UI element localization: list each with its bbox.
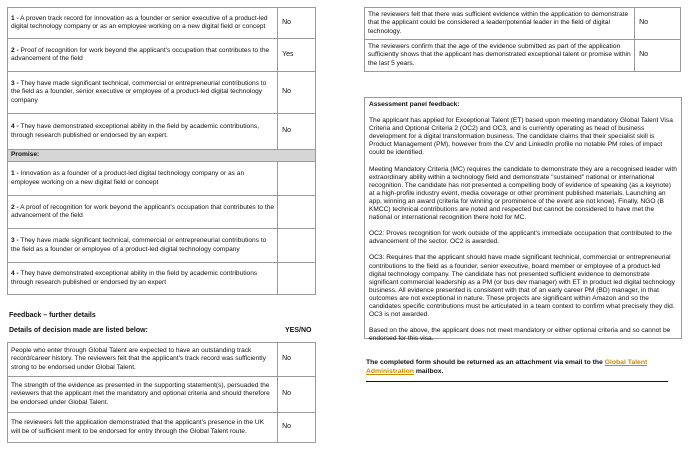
- promise-cell: 4 - They have demonstrated exceptional ability in the field by academic contributions through research published or endorsed by an expert: [8, 263, 278, 295]
- table-row: [8, 39, 316, 72]
- leadership-table: [364, 7, 681, 72]
- promise-cell: 3 - They have made significant technical, commercial or entrepreneurial contributions to the field as a founder or employee of a product-led digital technology company: [8, 229, 278, 263]
- feedback-value: No: [278, 343, 316, 377]
- leadership-value: No: [635, 8, 681, 40]
- footer-note: The completed form should be returned as an attachment via email to the Global Talent Administration mailbox.: [366, 359, 648, 375]
- panel-paragraph: Based on the above, the applicant does not meet mandatory or either optional criteria and so cannot be endorsed for this visa.: [369, 327, 671, 343]
- leadership-cell: The reviewers felt that there was sufficient evidence within the application to demonstrate that the applicant could be considered a leader/potential leader in the field of digital technology.: [365, 8, 635, 40]
- feedback-heading: Feedback – further details: [9, 312, 96, 319]
- panel-paragraph: The applicant has applied for Exceptional Talent (ET) based upon meeting mandatory Global Talent Visa Criteria and Optional Criteria 2 (OC2) and OC3, and is currently operating as head of business development for a digital transformation business. The candidate claims that their specialist skill is Product Management (PM), however from the CV and LinkedIn profile no notable PM roles of impact could be identified.: [369, 117, 673, 157]
- criteria-value: No: [278, 72, 316, 114]
- criteria-cell: 2 - Proof of recognition for work beyond the applicant's occupation that contributes to the advancement of the field: [8, 39, 278, 72]
- feedback-cell: People who enter through Global Talent are expected to have an outstanding track record/career history. The reviewers felt that the applicant's track record was sufficiently strong to be endorsed under Global Talent.: [8, 343, 278, 377]
- promise-header-row: [8, 150, 316, 162]
- assessment-panel: [364, 97, 682, 343]
- table-row: [8, 162, 316, 196]
- feedback-cell: The reviewers felt the application demonstrated that the applicant's presence in the UK will be of sufficient merit to be endorsed for entry through the Global Talent route.: [8, 413, 278, 443]
- table-row: [8, 8, 316, 39]
- criteria-cell: 1 - A proven track record for innovation as a founder or senior executive of a product-led digital technology company or as an employee working on a new digital field or concept: [8, 8, 278, 39]
- feedback-cell: The strength of the evidence as presented in the supporting statement(s), persuaded the reviewers that the applicant met the mandatory and optional criteria and should therefore be endorsed under Global Talent.: [8, 377, 278, 413]
- feedback-value: No: [278, 377, 316, 413]
- criteria-value: No: [278, 114, 316, 150]
- yes-no-column-label: YES/NO: [285, 327, 312, 334]
- feedback-table: [7, 342, 316, 443]
- table-row: [8, 72, 316, 114]
- leadership-value: No: [635, 40, 681, 72]
- table-row: [8, 196, 316, 229]
- table-row: [8, 343, 316, 377]
- panel-paragraph: OC2: Proves recognition for work outside of the applicant's immediate occupation that contributed to the advancement of the sector. OC2 is awarded.: [369, 230, 672, 246]
- leadership-cell: The reviewers confirm that the age of the evidence submitted as part of the application sufficiently shows that the applicant has demonstrated exceptional talent or promise within the last 5 years.: [365, 40, 635, 72]
- panel-paragraph: Meeting Mandatory Criteria (MC) requires the candidate to demonstrate they are a recognised leader with extraordinary ability within a technology field and demonstrate "sustained" national or international recognition. The candidate has not presented a compelling body of evidence of speaking (as a keynote) at a high-profile industry event, media coverage or other prominent published materials. Launching an app, winning an award (criteria for winning or prominence of the event are not know). Finally, NGO (B KMCC) technical contributions are noted and respected but cannot be considered to have met the national or international recognition there hold for MC.: [369, 165, 677, 222]
- table-row: [8, 377, 316, 413]
- promise-cell: 1 - Innovation as a founder of a product-led digital technology company or as an employee working on a new digital field or concept: [8, 162, 278, 196]
- table-row: [8, 413, 316, 443]
- feedback-value: No: [278, 413, 316, 443]
- details-column-label: Details of decision made are listed below:: [9, 327, 148, 334]
- criteria-table: [7, 7, 316, 295]
- promise-label: Promise:: [8, 150, 316, 162]
- table-row: [365, 8, 681, 40]
- criteria-cell: 3 - They have made significant technical, commercial or entrepreneurial contributions to the field as a founder, senior executive or employee of a product-led digital technology company: [8, 72, 278, 114]
- criteria-value: Yes: [278, 39, 316, 72]
- criteria-value: No: [278, 8, 316, 39]
- table-row: [8, 263, 316, 295]
- admin-mailbox-link[interactable]: Global Talent Administration: [366, 359, 648, 375]
- table-row: [8, 114, 316, 150]
- promise-cell: 2 - A proof of recognition for work beyond the applicant's occupation that contributes to the advancement of the field: [8, 196, 278, 229]
- panel-title: Assessment panel feedback:: [369, 101, 460, 108]
- table-row: [8, 229, 316, 263]
- panel-paragraph: OC3: Requires that the applicant should have made significant technical, commercial or entrepreneurial contributions to the field as a founder, senior executive, board member or employee of a product-led digital technology company. The candidate has not presented sufficient evidence to demonstrate significant commercial leadership as a PM (or bus dev manager) with ET in product led digital technology business. All evidence presented is consistent with that of an early career PM (BD) manager, in that outcomes are not exceptional in nature. These projects are significant within Amazon and so the candidates specific contributions must be articulated in a team context to confirm what precisely they did. OC3 is not awarded.: [369, 254, 675, 319]
- table-row: [365, 40, 681, 72]
- criteria-cell: 4 - They have demonstrated exceptional ability in the field by academic contributions, through research published or endorsed by an expert.: [8, 114, 278, 150]
- footer-rule: [366, 381, 668, 382]
